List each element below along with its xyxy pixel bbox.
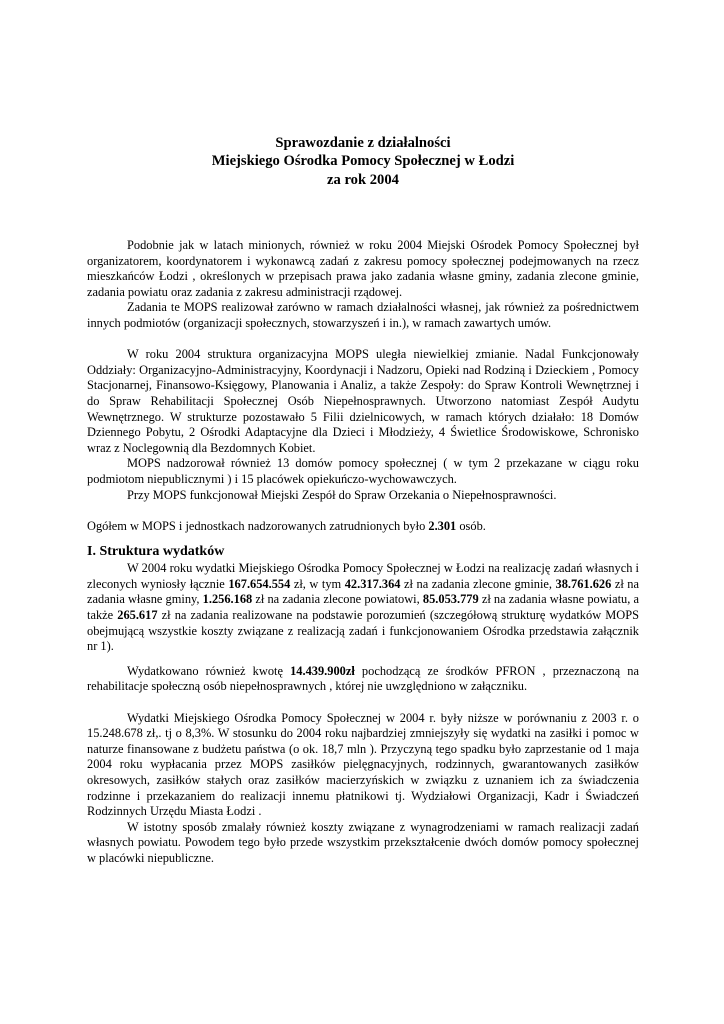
structure-paragraph-3: Przy MOPS funkcjonował Miejski Zespół do Spraw Orzekania o Niepełnosprawności. xyxy=(127,487,557,502)
intro-paragraph-2: Zadania te MOPS realizował zarówno w ramach działalności własnej, jak również za pośrednictwem innych podmiotów (organizacji społecznych, stowarzyszeń i in.), w ramach zawartych umów. xyxy=(87,300,639,330)
pfron-value: 14.439.900zł xyxy=(290,663,355,678)
employment-suffix: osób. xyxy=(456,518,486,533)
expenses-value: 265.617 xyxy=(117,608,158,623)
expenses-text: zł na zadania własne gminy, xyxy=(87,576,640,607)
title-line-3: za rok 2004 xyxy=(327,171,399,188)
title-line-1: Sprawozdanie z działalności xyxy=(275,135,451,151)
expenses-total: 167.654.554 xyxy=(228,576,291,591)
expenses-text: zł na zadania realizowane na podstawie porozumień (szczegółową strukturę wydatków MOPS obejmującą wszystkie koszty związane z realizacją zadań i funkcjonowaniem Ośrodka przedstawia załącznik nr 1). xyxy=(87,608,640,654)
expenses-text: zł na zadania własne powiatu, a także xyxy=(87,592,639,623)
employment-value: 2.301 xyxy=(428,518,457,533)
expenses-text: zł, w tym xyxy=(290,576,345,591)
expenses-text: W 2004 roku wydatki Miejskiego Ośrodka Pomocy Społecznej w Łodzi na realizację zadań własnych i zleconych wyniosły łącznie xyxy=(87,561,639,591)
comparison-paragraph: Wydatki Miejskiego Ośrodka Pomocy Społecznej w 2004 r. były niższe w porównaniu z 2003 r. o 15.248.678 zł,. tj o 8,3%. W stosunku do 2004 roku najbardziej zmniejszyły się wydatki na zasiłki i pomoc w naturze finansowane z budżetu państwa (o ok. 18,7 mln ). Przyczyną tego spadku było zaprzestanie od 1 maja 2004 roku wypłacania przez MOPS zasiłków pielęgnacyjnych, rodzinnych, gwarantowanych zasiłków okresowych, zasiłków stałych oraz zasiłków macierzyńskich w związku z uznaniem ich za świadczenia rodzinne i przekazaniem do realizacji innemu płatnikowi tj. Wydziałowi Organizacji, Kadr i Świadczeń Rodzinnych Urzędu Miasta Łodzi . xyxy=(87,710,639,819)
pfron-paragraph xyxy=(87,664,639,695)
expenses-value: 42.317.364 xyxy=(344,576,401,591)
expenses-text: zł na zadania zlecone powiatowi, xyxy=(252,592,423,607)
expenses-value: 85.053.779 xyxy=(422,592,479,607)
title-line-2: Miejskiego Ośrodka Pomocy Społecznej w Łodzi xyxy=(211,153,515,170)
expenses-value: 38.761.626 xyxy=(555,576,612,591)
document-body xyxy=(87,238,639,867)
structure-paragraph-2: MOPS nadzorował również 13 domów pomocy społecznej ( w tym 2 przekazane w ciągu roku podmiotom niepublicznymi ) i 15 placówek opiekuńczo-wychowawczych. xyxy=(87,456,639,486)
expenses-paragraph xyxy=(87,561,639,655)
intro-paragraph-1: Podobnie jak w latach minionych, również w roku 2004 Miejski Ośrodek Pomocy Społecznej był organizatorem, koordynatorem i wykonawcą zadań z zakresu pomocy społecznej podejmowanych na rzecz mieszkańców Łodzi , określonych w przepisach prawa jako zadania własne gminy, zadania zlecone gminie, zadania powiatu oraz zadania z zakresu administracji rządowej. xyxy=(87,238,639,299)
pfron-text: Wydatkowano również kwotę xyxy=(127,663,291,678)
pfron-text: pochodzącą ze środków PFRON , przeznaczoną na rehabilitacje społeczną osób niepełnosprawnych , której nie uwzględniono w załączniku. xyxy=(87,663,639,694)
expenses-value: 1.256.168 xyxy=(202,592,253,607)
salary-paragraph: W istotny sposób zmalały również koszty związane z wynagrodzeniami w ramach realizacji zadań własnych powiatu. Powodem tego było przede wszystkim przekształcenie dwóch domów pomocy społecznej w placówki niepubliczne. xyxy=(87,819,639,865)
employment-paragraph xyxy=(87,519,639,535)
document-title xyxy=(87,134,639,189)
employment-text: Ogółem w MOPS i jednostkach nadzorowanych zatrudnionych było xyxy=(87,518,429,533)
expenses-text: zł na zadania zlecone gminie, xyxy=(400,576,556,591)
section-heading: I. Struktura wydatków xyxy=(87,544,225,560)
structure-paragraph-1: W roku 2004 struktura organizacyjna MOPS uległa niewielkiej zmianie. Nadal Funkcjonowały Oddziały: Organizacyjno-Administracyjny, Koordynacji i Nadzoru, Opieki nad Rodziną i Dzieckiem , Pomocy Stacjonarnej, Finansowo-Księgowy, Planowania i Analiz, a także Zespoły: do Spraw Kontroli Wewnętrznej i do Spraw Rehabilitacji Społecznej Osób Niepełnosprawnych. Utworzono natomiast Zespół Audytu Wewnętrznego. W strukturze pozostawało 5 Filii dzielnicowych, w ramach których działało: 18 Domów Dziennego Pobytu, 2 Ośrodki Adaptacyjne dla Dzieci i Młodzieży, 4 Świetlice Środowiskowe, Schronisko wraz z Noclegownią dla Bezdomnych Kobiet. xyxy=(87,347,639,455)
